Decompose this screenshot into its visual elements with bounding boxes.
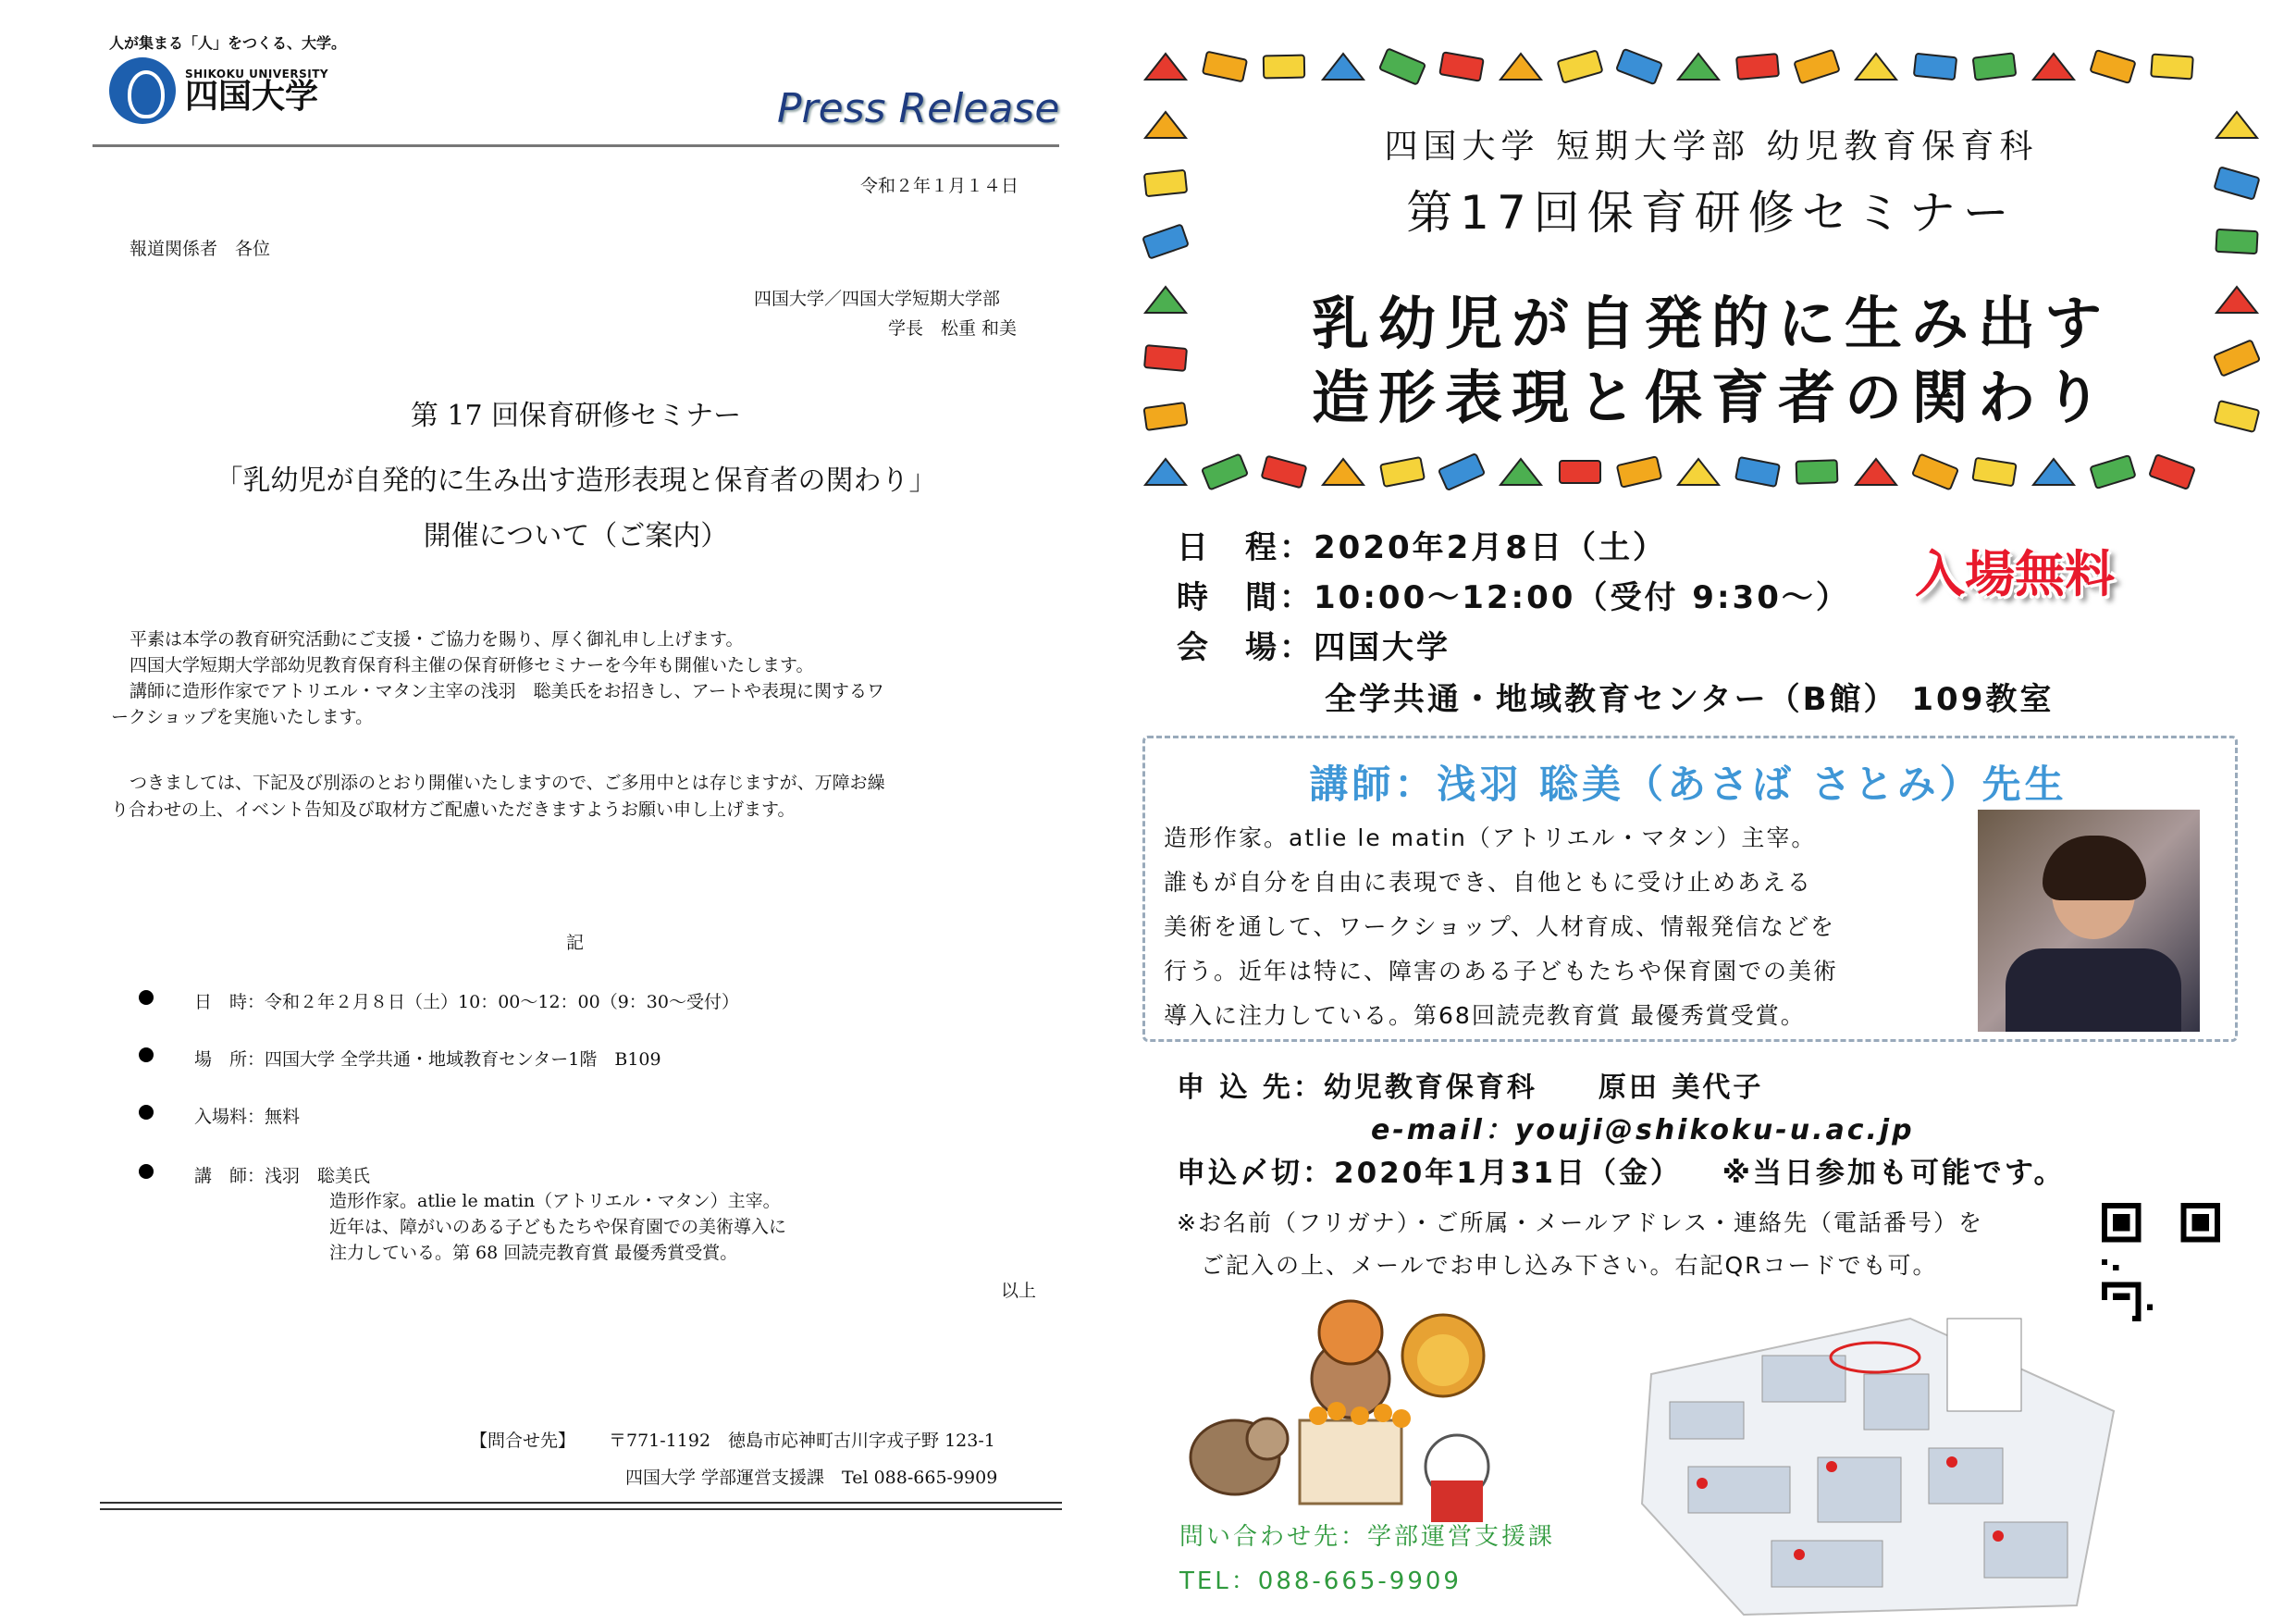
decorative-block <box>2149 454 2195 489</box>
mascot-illustration <box>1179 1291 1512 1531</box>
decorative-block <box>1678 459 1719 485</box>
venue-row: 会 場：四国大学 <box>1177 629 1450 666</box>
press-release-heading: Press Release <box>777 85 1060 132</box>
decorative-block <box>2151 54 2193 79</box>
deadline-row: 申込〆切：2020年1月31日（金） ※当日参加も可能です。 <box>1177 1157 2066 1190</box>
decorative-block <box>1856 459 1896 485</box>
sender-name: 学長 松重 和美 <box>888 318 1018 339</box>
time-row: 時 間：10:00～12:00（受付 9:30～） <box>1177 579 1850 616</box>
campus-map <box>1633 1300 2132 1619</box>
body-line: ークショップを実施いたします。 <box>111 707 374 727</box>
decorative-block <box>1264 56 1304 79</box>
doc-title-line3: 開催について（ご案内） <box>423 520 729 552</box>
decorative-block <box>1145 54 1186 80</box>
decorative-block <box>1323 54 1364 80</box>
bullet-icon <box>139 1105 154 1120</box>
contact-address: 〒771-1192 徳島市応神町古川字戎子野 123-1 <box>609 1431 995 1451</box>
flyer-seminar-name: 第17回保育研修セミナー <box>1406 186 2017 240</box>
decorative-block <box>1145 112 1186 138</box>
lecturer-description: 造形作家。atlie le matin（アトリエル・マタン）主宰。 誰もが自分を自由に表現でき、自他ともに受け止めあえる 美術を通して、ワークショップ、人材育成、情報発信などを 行う。近年は特に、障害のある子どもたちや保育園での美術 導入に注力している。第68回読売教育賞 最優秀賞受賞。 <box>1164 824 1839 1029</box>
lecturer-photo <box>1978 810 2200 1032</box>
logo-english: SHIKOKU UNIVERSITY <box>185 68 329 81</box>
decorative-block <box>1796 460 1838 484</box>
qr-module <box>2102 1259 2107 1265</box>
doc-title-line2: 「乳幼児が自発的に生み出す造形表現と保育者の関わり」 <box>215 465 937 497</box>
ijou: 以上 <box>1001 1281 1037 1301</box>
detail-item-place: 場 所：四国大学 全学共通・地域教育センター1階 B109 <box>194 1046 661 1071</box>
sender-org: 四国大学／四国大学短期大学部 <box>754 289 1001 309</box>
decorative-block <box>1617 456 1661 487</box>
body-line: 平素は本学の教育研究活動にご支援・ご協力を賜り、厚く御礼申し上げます。 <box>130 629 744 650</box>
body-line: 四国大学短期大学部幼児教育保育科主催の保育研修セミナーを今年も開催いたします。 <box>130 655 814 675</box>
university-logo <box>109 57 328 124</box>
decorative-block <box>2033 459 2074 485</box>
decorative-block <box>1560 461 1600 483</box>
decorative-block <box>2216 287 2257 313</box>
decorative-block <box>2215 167 2260 199</box>
decorative-block <box>2214 340 2260 376</box>
decorative-block <box>1678 54 1719 80</box>
release-date: 令和２年１月１４日 <box>860 176 1019 196</box>
body-paragraph-2 <box>111 770 885 824</box>
qr-module <box>2147 1305 2153 1310</box>
detail-item-datetime: 日 時：令和２年２月８日（土）10：00～12：00（9：30～受付） <box>194 988 739 1013</box>
apply-row: 申 込 先：幼児教育保育科 原田 美代子 <box>1177 1072 1764 1104</box>
flyer-contact-dept: 問い合わせ先：学部運営支援課 <box>1179 1523 1556 1551</box>
contact-dept: 四国大学 学部運営支援課 Tel 088-665-9909 <box>625 1468 998 1488</box>
decorative-block <box>1616 49 1662 84</box>
decorative-block <box>1912 454 1958 490</box>
decorative-block <box>1144 403 1188 430</box>
flyer-contact-tel: TEL：088-665-9909 <box>1179 1567 1462 1595</box>
seminar-flyer <box>1129 0 2296 1623</box>
flyer-title-line2: 造形表現と保育者の関わり <box>1311 364 2111 431</box>
bullet-icon <box>139 1047 154 1062</box>
ki-heading: 記 <box>566 933 585 953</box>
body-line: り合わせの上、イベント告知及び取材方ご配慮いただきますようお願い申し上げます。 <box>111 799 796 820</box>
body-paragraph-1 <box>111 626 885 730</box>
decorative-block <box>1145 459 1186 485</box>
detail-item-lecturer: 講 師：浅羽 聡美氏 <box>194 1162 370 1187</box>
footer-divider <box>100 1502 1062 1510</box>
decorative-block <box>1144 345 1187 371</box>
schedule-row: 日 程：2020年2月8日（土） <box>1177 529 1667 566</box>
decorative-block <box>1438 453 1485 490</box>
logo-japanese: 四国大学 <box>185 78 319 116</box>
bullet-icon <box>139 990 154 1005</box>
body-line: 講師に造形作家でアトリエル・マタン主宰の浅羽 聡美氏をお招きし、アートや表現に関するワ <box>130 681 885 701</box>
decorative-block <box>1558 50 1603 82</box>
decorative-block <box>2215 401 2259 432</box>
recipient: 報道関係者 各位 <box>130 239 271 259</box>
decorative-block <box>1500 459 1541 485</box>
decorative-block <box>1379 48 1426 84</box>
decorative-block <box>1972 458 2016 487</box>
decorative-block <box>1202 454 1248 490</box>
decorative-block <box>1203 52 1247 82</box>
decorative-block <box>1736 54 1779 80</box>
decorative-block <box>1439 52 1483 81</box>
qr-module <box>2113 1214 2129 1231</box>
flyer-organizer: 四国大学 短期大学部 幼児教育保育科 <box>1384 128 2039 166</box>
qr-module <box>2192 1214 2209 1231</box>
decorative-block <box>1323 459 1364 485</box>
decorative-block <box>1973 53 2017 80</box>
contact-label: 【問合せ先】 <box>470 1431 576 1451</box>
decorative-block <box>1142 224 1188 258</box>
apply-note-1: ※お名前（フリガナ）・ご所属・メールアドレス・連絡先（電話番号）を <box>1177 1209 1983 1236</box>
press-release-page <box>0 0 1119 1623</box>
university-logo-icon <box>109 57 176 124</box>
lecturer-profile: 造形作家。atlie le matin（アトリエル・マタン）主宰。 近年は、障がいのある子どもたちや保育園での美術導入に 注力している。第 68 回読売教育賞 最優秀賞受賞。 <box>329 1191 787 1263</box>
decorative-block <box>2216 112 2257 138</box>
qr-module <box>2113 1265 2118 1270</box>
doc-title-line1: 第 17 回保育研修セミナー <box>410 400 742 432</box>
university-tagline: 人が集まる「人」をつくる、大学。 <box>109 34 347 52</box>
flyer-title-line1: 乳幼児が自発的に生み出す <box>1311 290 2111 357</box>
venue-detail: 全学共通・地域教育センター（B館） 109教室 <box>1325 681 2055 718</box>
decorative-block <box>1262 456 1307 489</box>
decorative-block <box>1500 54 1541 80</box>
decorative-block <box>1735 457 1780 487</box>
decorative-block <box>2216 229 2257 254</box>
detail-item-fee: 入場料：無料 <box>194 1103 300 1128</box>
decorative-block <box>1914 54 1957 80</box>
lecturer-title: 講師：浅羽 聡美（あさば さとみ）先生 <box>1309 762 2068 807</box>
decorative-block <box>1794 50 1839 83</box>
free-admission-badge: 入場無料 <box>1915 545 2115 603</box>
decorative-block <box>2033 54 2074 80</box>
decorative-block <box>1144 170 1187 196</box>
apply-note-2: ご記入の上、メールでお申し込み下さい。右記QRコードでも可。 <box>1201 1252 1938 1279</box>
decorative-block <box>1380 457 1425 487</box>
decorative-block <box>1145 287 1186 313</box>
decorative-block <box>2090 50 2135 83</box>
apply-email[interactable]: e-mail：youji@shikoku-u.ac.jp <box>1371 1114 1915 1146</box>
body-line: つきましては、下記及び別添のとおり開催いたしますので、ご多用中とは存じますが、万障お繰 <box>130 773 885 793</box>
header-divider <box>93 144 1059 147</box>
decorative-block <box>2090 455 2135 489</box>
bullet-icon <box>139 1164 154 1179</box>
decorative-block <box>1856 54 1896 80</box>
